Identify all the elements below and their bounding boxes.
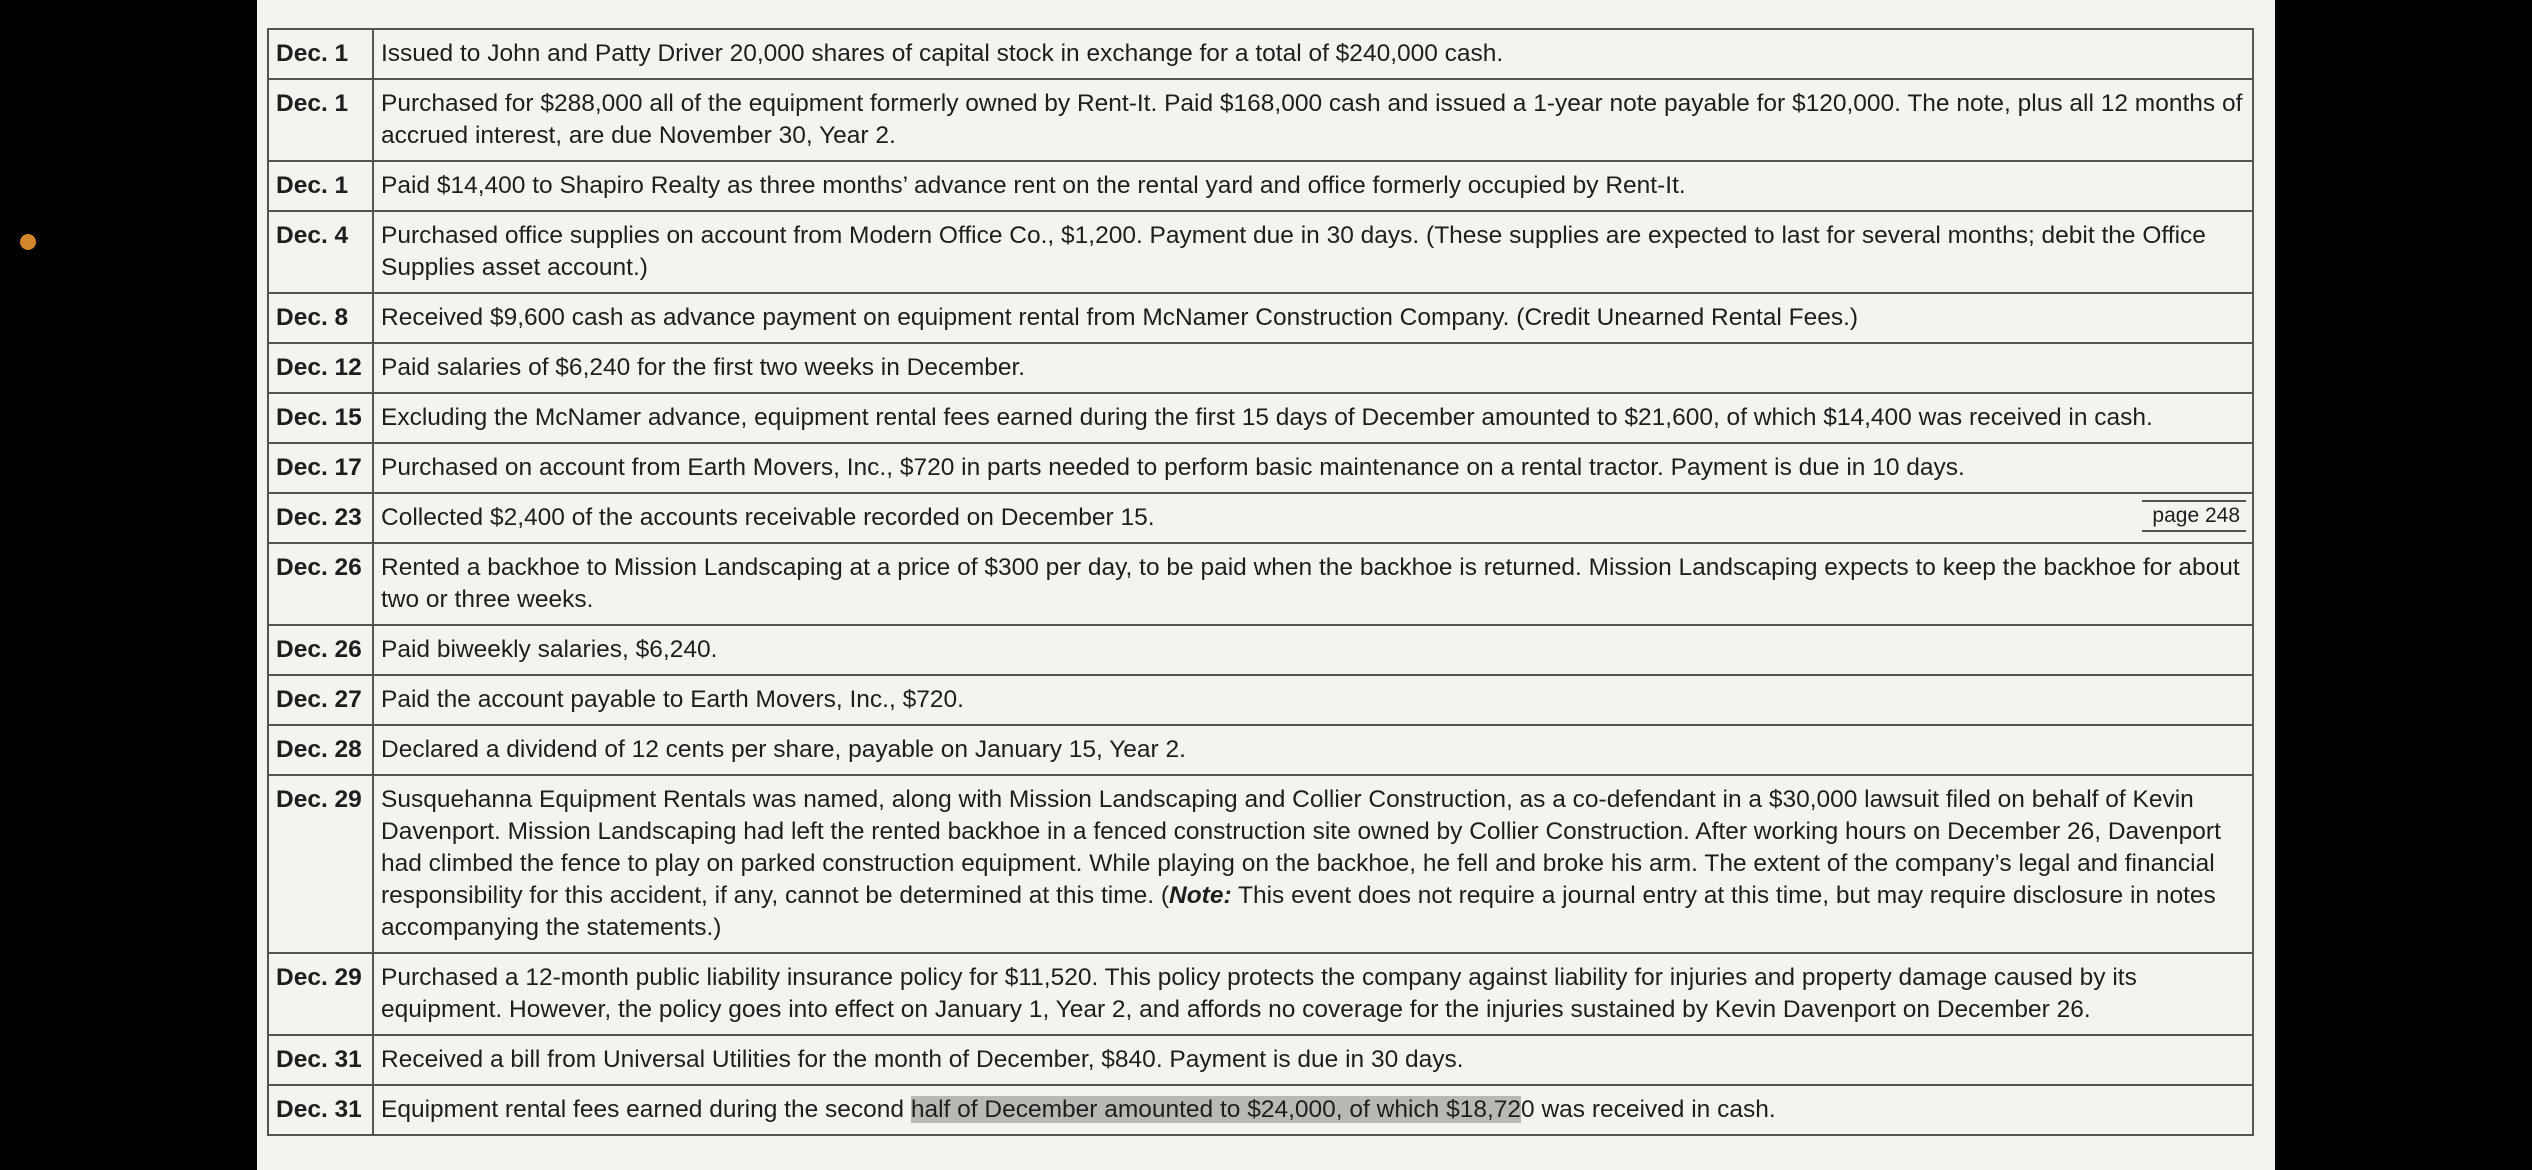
transaction-date: Dec. 1 xyxy=(268,29,373,79)
table-row xyxy=(268,393,2253,443)
transactions-table xyxy=(267,28,2254,1136)
transaction-description: Received $9,600 cash as advance payment on equipment rental from McNamer Construction Company. (Credit Unearned Rental Fees.) xyxy=(373,293,2253,343)
table-row xyxy=(268,443,2253,493)
table-row xyxy=(268,343,2253,393)
table-row xyxy=(268,543,2253,625)
table-row xyxy=(268,775,2253,953)
textbook-page xyxy=(257,0,2275,1170)
table-row xyxy=(268,493,2253,543)
transaction-description: Purchased office supplies on account from Modern Office Co., $1,200. Payment due in 30 days. (These supplies are expected to last for several months; debit the Office Supplies asset account.) xyxy=(373,211,2253,293)
page-number-marker: page 248 xyxy=(2142,500,2246,532)
transaction-description: Purchased on account from Earth Movers, Inc., $720 in parts needed to perform basic maintenance on a rental tractor. Payment is due in 10 days. xyxy=(373,443,2253,493)
table-row xyxy=(268,29,2253,79)
table-row xyxy=(268,1085,2253,1135)
table-row xyxy=(268,211,2253,293)
transaction-description: Paid $14,400 to Shapiro Realty as three months’ advance rent on the rental yard and office formerly occupied by Rent-It. xyxy=(373,161,2253,211)
transaction-description-cell xyxy=(373,775,2253,953)
transaction-description-continued: This event does not require a journal entry at this time, but may require disclosure in notes accompanying the statements.) xyxy=(381,882,2216,941)
transaction-description: Collected $2,400 of the accounts receivable recorded on December 15. xyxy=(381,504,1155,531)
transaction-date: Dec. 31 xyxy=(268,1085,373,1135)
transaction-description-continued: 0 was received in cash. xyxy=(1521,1096,1776,1123)
transaction-description: Equipment rental fees earned during the second xyxy=(381,1096,911,1123)
transaction-date: Dec. 26 xyxy=(268,625,373,675)
table-row xyxy=(268,725,2253,775)
transaction-description: Rented a backhoe to Mission Landscaping at a price of $300 per day, to be paid when the backhoe is returned. Mission Landscaping expects to keep the backhoe for about two or three weeks. xyxy=(373,543,2253,625)
transaction-date: Dec. 23 xyxy=(268,493,373,543)
transaction-date: Dec. 15 xyxy=(268,393,373,443)
transaction-description-cell xyxy=(373,493,2253,543)
transaction-description: Purchased a 12-month public liability insurance policy for $11,520. This policy protects the company against liability for injuries and property damage caused by its equipment. However, the policy goes into effect on January 1, Year 2, and affords no coverage for the injuries sustained by Kevin Davenport on December 26. xyxy=(373,953,2253,1035)
table-row xyxy=(268,625,2253,675)
transaction-date: Dec. 31 xyxy=(268,1035,373,1085)
transaction-date: Dec. 28 xyxy=(268,725,373,775)
transaction-description: Received a bill from Universal Utilities for the month of December, $840. Payment is due in 30 days. xyxy=(373,1035,2253,1085)
transaction-description: Susquehanna Equipment Rentals was named, along with Mission Landscaping and Collier Construction, as a co-defendant in a $30,000 lawsuit filed on behalf of Kevin Davenport. Mission Landscaping had left the rented backhoe in a fenced construction site owned by Collier Construction. After working hours on December 26, Davenport had climbed the fence to play on parked construction equipment. While playing on the backhoe, he fell and broke his arm. The extent of the company’s legal and financial responsibility for this accident, if any, cannot be determined at this time. ( xyxy=(381,786,2221,909)
transaction-date: Dec. 29 xyxy=(268,953,373,1035)
transaction-description: Purchased for $288,000 all of the equipment formerly owned by Rent-It. Paid $168,000 cash and issued a 1-year note payable for $120,000. The note, plus all 12 months of accrued interest, are due November 30, Year 2. xyxy=(373,79,2253,161)
highlighted-text[interactable]: half of December amounted to $24,000, of which $18,72 xyxy=(910,1096,1522,1123)
transaction-date: Dec. 29 xyxy=(268,775,373,953)
table-row xyxy=(268,293,2253,343)
transaction-description: Paid the account payable to Earth Movers, Inc., $720. xyxy=(373,675,2253,725)
transaction-date: Dec. 12 xyxy=(268,343,373,393)
transaction-description: Paid salaries of $6,240 for the first two weeks in December. xyxy=(373,343,2253,393)
transaction-description: Paid biweekly salaries, $6,240. xyxy=(373,625,2253,675)
table-row xyxy=(268,79,2253,161)
transaction-description: Declared a dividend of 12 cents per share, payable on January 15, Year 2. xyxy=(373,725,2253,775)
table-row xyxy=(268,675,2253,725)
transaction-description-cell xyxy=(373,1085,2253,1135)
transaction-date: Dec. 17 xyxy=(268,443,373,493)
transaction-date: Dec. 1 xyxy=(268,79,373,161)
indicator-dot xyxy=(20,234,36,250)
table-row xyxy=(268,1035,2253,1085)
transaction-date: Dec. 26 xyxy=(268,543,373,625)
note-label: Note: xyxy=(1169,882,1232,909)
transaction-date: Dec. 4 xyxy=(268,211,373,293)
table-row xyxy=(268,953,2253,1035)
transaction-description: Issued to John and Patty Driver 20,000 shares of capital stock in exchange for a total of $240,000 cash. xyxy=(373,29,2253,79)
transaction-date: Dec. 8 xyxy=(268,293,373,343)
table-row xyxy=(268,161,2253,211)
transaction-date: Dec. 27 xyxy=(268,675,373,725)
transaction-description: Excluding the McNamer advance, equipment rental fees earned during the first 15 days of December amounted to $21,600, of which $14,400 was received in cash. xyxy=(373,393,2253,443)
transaction-date: Dec. 1 xyxy=(268,161,373,211)
